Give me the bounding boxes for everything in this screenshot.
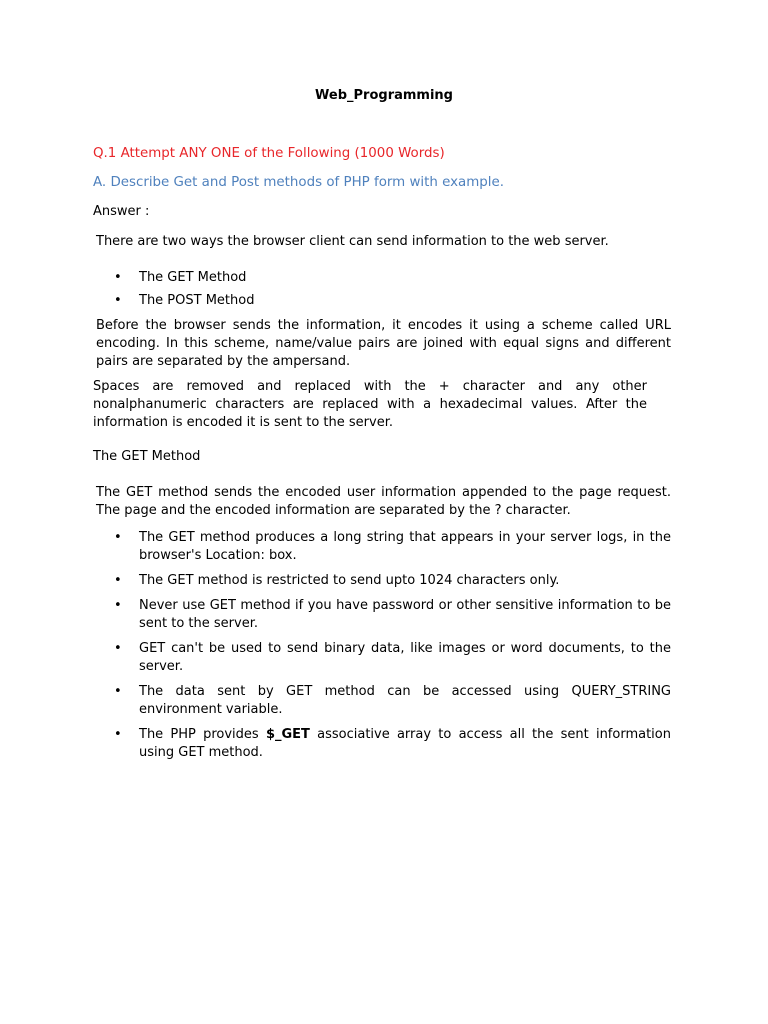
get-superglobal-point: The PHP provides $_GET associative array to access all the sent information using GET method. bbox=[139, 727, 671, 760]
get-method-heading: The GET Method bbox=[93, 449, 201, 464]
list-item: • Never use GET method if you have password or other sensitive information to be sent to the server. bbox=[114, 598, 671, 631]
page-title: Web_Programming bbox=[315, 88, 453, 103]
bullet-icon: • bbox=[114, 573, 122, 588]
list-item: • The GET Method bbox=[114, 270, 247, 285]
list-item: • The GET method produces a long string that appears in your server logs, in the browser's Location: box. bbox=[114, 530, 671, 563]
get-points-list bbox=[114, 529, 671, 769]
list-item: • The GET method is restricted to send upto 1024 characters only. bbox=[114, 573, 560, 588]
answer-label: Answer : bbox=[93, 204, 150, 219]
methods-list bbox=[114, 269, 674, 310]
get-intro-paragraph: The GET method sends the encoded user information appended to the page request. The page and the encoded information are separated by the ? character. bbox=[96, 485, 671, 518]
list-item: • The POST Method bbox=[114, 293, 255, 308]
list-item: • The data sent by GET method can be accessed using QUERY_STRING environment variable. bbox=[114, 684, 671, 717]
bullet-icon: • bbox=[114, 684, 122, 699]
bullet-icon: • bbox=[114, 530, 122, 545]
encoding-paragraph: Before the browser sends the information, it encodes it using a scheme called URL encoding. In this scheme, name/value pairs are joined with equal signs and different pairs are separated by the ampersand. bbox=[96, 318, 671, 369]
bullet-icon: • bbox=[114, 293, 122, 308]
list-item: • GET can't be used to send binary data, like images or word documents, to the server. bbox=[114, 641, 671, 674]
get-superglobal-name: $_GET bbox=[265, 727, 310, 742]
spaces-paragraph: Spaces are removed and replaced with the + character and any other nonalphanumeric characters are replaced with a hexadecimal values. After the information is encoded it is sent to the server. bbox=[93, 379, 647, 430]
intro-paragraph: There are two ways the browser client can send information to the web server. bbox=[96, 234, 609, 249]
sub-question: A. Describe Get and Post methods of PHP form with example. bbox=[93, 175, 505, 190]
list-item bbox=[114, 726, 671, 762]
bullet-icon: • bbox=[114, 641, 122, 656]
question-heading: Q.1 Attempt ANY ONE of the Following (1000 Words) bbox=[93, 146, 445, 161]
bullet-icon: • bbox=[114, 270, 122, 285]
bullet-icon: • bbox=[114, 727, 122, 742]
bullet-icon: • bbox=[114, 598, 122, 613]
